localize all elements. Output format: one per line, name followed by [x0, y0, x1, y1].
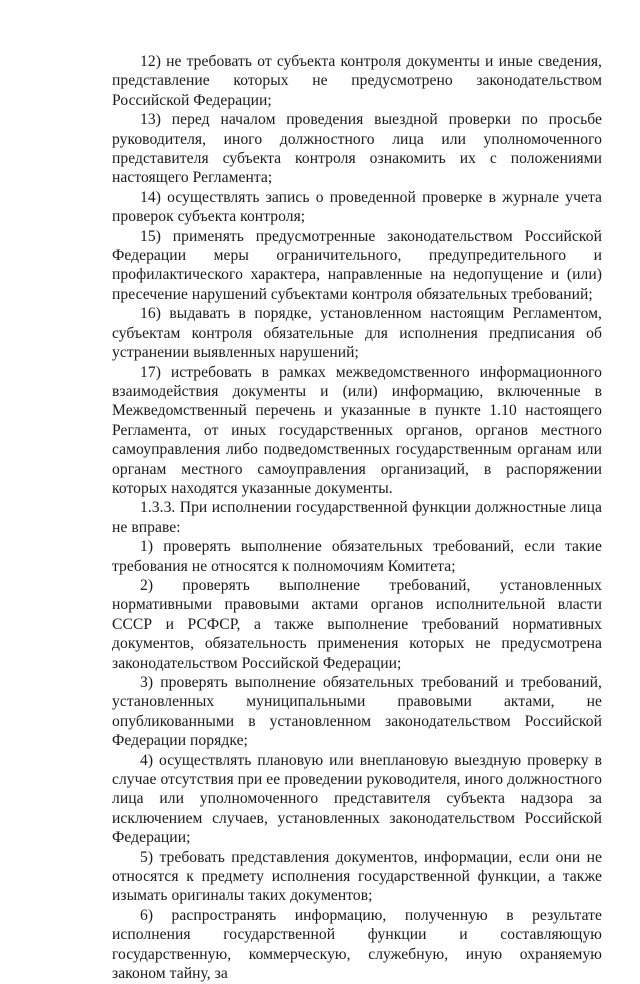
paragraph-prohibition-6: 6) распространять информацию, полученную в результате исполнения государственной функции и составляющую государственную, коммерческую, служебную, иную охраняемую законом тайну, за — [112, 906, 602, 983]
paragraph-prohibition-5: 5) требовать представления документов, информации, если они не относятся к предмету исполнения государственной функции, а также изымать оригиналы таких документов; — [112, 848, 602, 905]
paragraph-item-16: 16) выдавать в порядке, установленном настоящим Регламентом, субъектам контроля обязательные для исполнения предписания об устранении выявленных нарушений; — [112, 305, 602, 362]
paragraph-item-14: 14) осуществлять запись о проведенной проверке в журнале учета проверок субъекта контроля; — [112, 188, 602, 226]
paragraph-prohibition-1: 1) проверять выполнение обязательных требований, если такие требования не относятся к полномочиям Комитета; — [112, 538, 602, 575]
paragraph-item-15: 15) применять предусмотренные законодательством Российской Федерации меры ограничительного, предупредительного и профилактического характера, направленные на недопущение и (или) пресечение нарушений субъектами контроля обязательных требований; — [112, 227, 602, 303]
paragraph-item-12: 12) не требовать от субъекта контроля документы и иные сведения, представление которых не предусмотрено законодательством Российской Федерации; — [112, 53, 602, 109]
paragraph-prohibition-4: 4) осуществлять плановую или внеплановую выездную проверку в случае отсутствия при ее проведении руководителя, иного должностного лица или уполномоченного представителя субъекта надзора за исключением случаев, установленных законодательством Российской Федерации; — [112, 751, 602, 847]
paragraph-item-13: 13) перед началом проведения выездной проверки по просьбе руководителя, иного должностного лица или уполномоченного представителя субъекта контроля ознакомить их с положениями настоящего Регламента; — [112, 111, 602, 187]
paragraph-prohibition-3: 3) проверять выполнение обязательных требований и требований, установленных муниципальными правовыми актами, не опубликованными в установленном законодательством Российской Федерации порядке; — [112, 674, 602, 750]
paragraph-section-1-3-3: 1.3.3. При исполнении государственной функции должностные лица не вправе: — [112, 499, 602, 536]
paragraph-item-17: 17) истребовать в рамках межведомственного информационного взаимодействия документы и (или) информацию, включенные в Межведомственный перечень и указанные в пункте 1.10 настоящего Регламента, от иных государственных органов, органов местного самоуправления либо подведомственных государственным органам или органам местного самоуправления организаций, в распоряжении которых находятся указанные документы. — [112, 363, 602, 497]
paragraph-prohibition-2: 2) проверять выполнение требований, установленных нормативными правовыми актами органов исполнительной власти СССР и РСФСР, а также выполнение требований нормативных документов, обязательность применения которых не предусмотрена законодательством Российской Федерации; — [112, 576, 602, 672]
